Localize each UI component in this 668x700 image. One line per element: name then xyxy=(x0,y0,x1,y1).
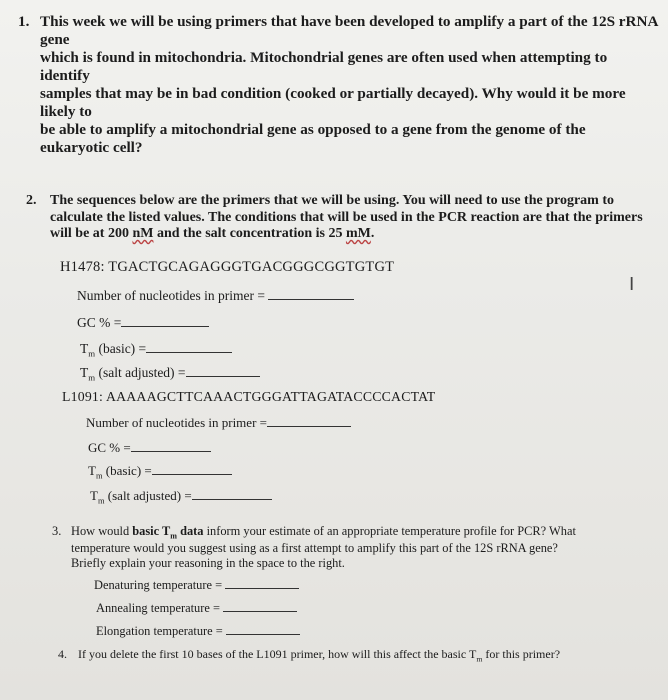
question-1-line-4: be able to amplify a mitochondrial gene as opposed to a gene from the genome of the eukaryotic cell? xyxy=(40,120,586,156)
l1091-nucleotides-blank[interactable] xyxy=(267,414,351,427)
l1091-gc-field: GC % = xyxy=(88,439,211,456)
denaturing-temperature-field: Denaturing temperature = xyxy=(94,576,299,593)
h1478-nucleotides-field: Number of nucleotides in primer = xyxy=(77,287,354,304)
question-1-number: 1. xyxy=(18,13,30,30)
question-3-line-3: Briefly explain your reasoning in the space to the right. xyxy=(71,555,345,570)
h1478-tm-basic-field: $T_m$ (basic) = xyxy=(80,340,232,359)
denaturing-temperature-blank[interactable] xyxy=(225,576,299,589)
l1091-tm-salt-field: $T_m$ (salt adjusted) = xyxy=(90,487,272,506)
question-3 xyxy=(52,524,652,570)
h1478-tm-basic-blank[interactable] xyxy=(146,340,232,353)
question-1-line-2: which is found in mitochondria. Mitochondrial genes are often used when attempting to identify xyxy=(40,48,608,84)
annealing-temperature-blank[interactable] xyxy=(223,599,297,612)
question-3-number: 3. xyxy=(52,524,62,538)
question-1-line-1: This week we will be using primers that have been developed to amplify a part of the 12S rRNA gene xyxy=(40,13,658,48)
text-cursor-icon: I xyxy=(629,274,635,295)
l1091-tm-basic-field: $T_m$ (basic) = xyxy=(88,462,232,481)
primer-h1478-sequence: H1478: TGACTGCAGAGGGTGACGGGCGGTGTGT xyxy=(60,259,395,275)
question-4-number: 4. xyxy=(58,647,67,661)
primer-l1091-sequence: L1091: AAAAAGCTTCAAACTGGGATTAGATACCCCACTAT xyxy=(62,389,436,404)
question-3-line-2: temperature would you suggest using as a first attempt to amplify this part of the 12S rRNA gene? xyxy=(71,540,558,555)
elongation-temperature-blank[interactable] xyxy=(226,622,300,635)
l1091-gc-blank[interactable] xyxy=(131,439,211,452)
question-2-line-1: The sequences below are the primers that we will be using. You will need to use the program to xyxy=(50,193,614,208)
question-2 xyxy=(26,193,656,243)
l1091-tm-salt-blank[interactable] xyxy=(192,487,272,500)
h1478-gc-field: GC % = xyxy=(77,314,209,331)
elongation-temperature-field: Elongation temperature = xyxy=(96,622,300,639)
question-4 xyxy=(58,647,658,663)
question-1 xyxy=(18,13,658,157)
h1478-tm-salt-field: $T_m$ (salt adjusted) = xyxy=(80,364,260,383)
question-4-text: If you delete the first 10 bases of the L1091 primer, how will this affect the basic $T_m$ for this primer? xyxy=(78,647,561,664)
h1478-tm-salt-blank[interactable] xyxy=(186,364,260,377)
l1091-tm-basic-blank[interactable] xyxy=(152,462,232,475)
question-2-line-3: will be at 200 nM and the salt concentration is 25 mM. xyxy=(50,226,375,242)
question-1-line-3: samples that may be in bad condition (cooked or partially decayed). Why would it be more likely to xyxy=(40,84,626,120)
question-2-line-2: calculate the listed values. The conditions that will be used in the PCR reaction are that the primers xyxy=(50,209,643,225)
h1478-gc-blank[interactable] xyxy=(121,314,209,327)
h1478-nucleotides-blank[interactable] xyxy=(268,287,354,300)
question-3-line-1: How would basic $T_m$ data inform your estimate of an appropriate temperature profile for PCR? What xyxy=(71,524,576,541)
l1091-nucleotides-field: Number of nucleotides in primer = xyxy=(86,414,351,431)
annealing-temperature-field: Annealing temperature = xyxy=(96,599,297,616)
question-2-number: 2. xyxy=(26,193,37,208)
